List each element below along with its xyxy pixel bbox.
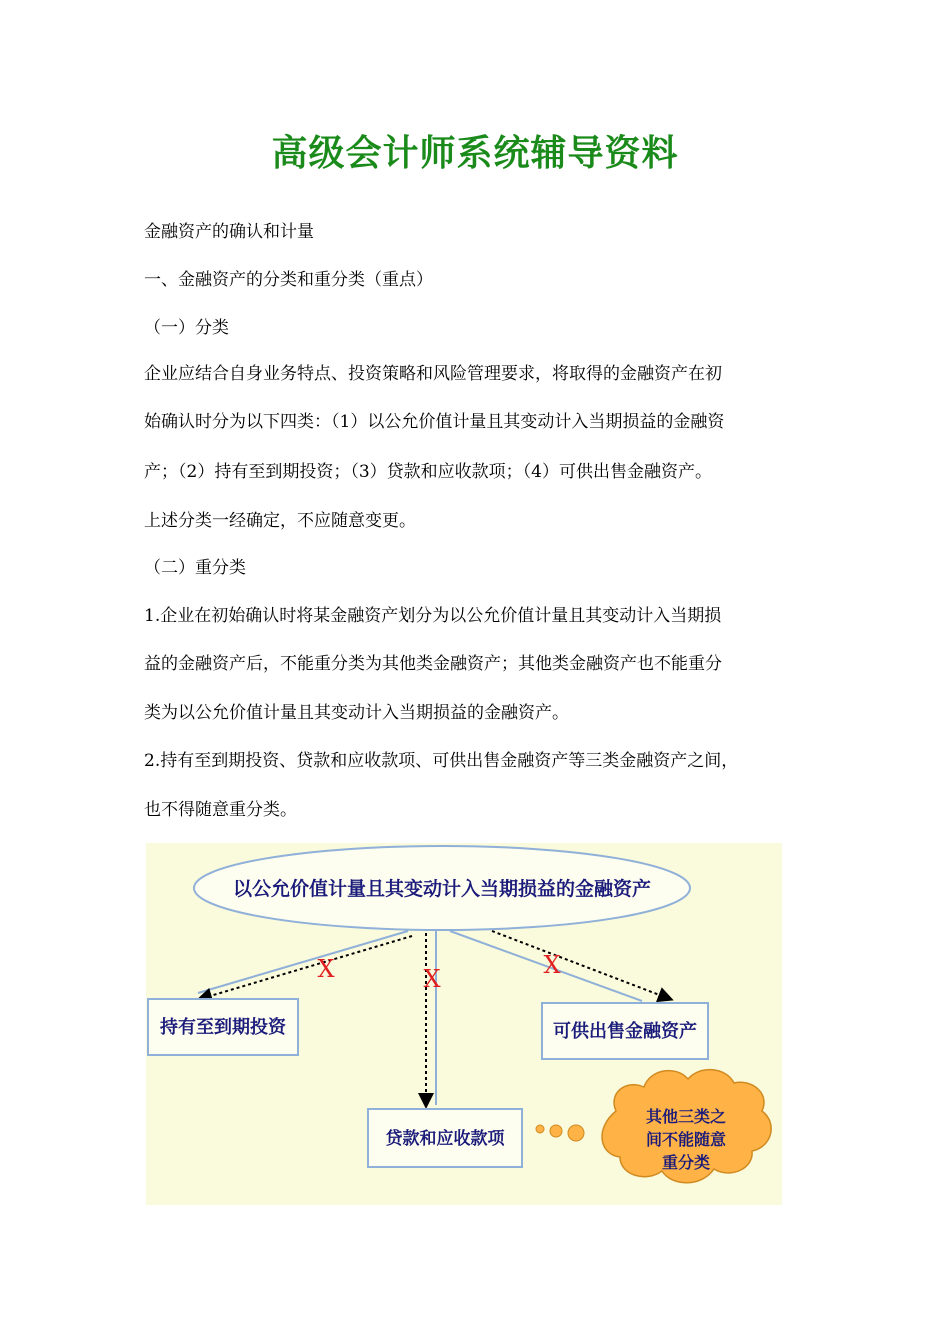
cloud-text-line1: 其他三类之 — [645, 1107, 727, 1126]
reclassification-diagram — [146, 843, 782, 1205]
bubble-dot-medium — [550, 1125, 562, 1137]
cross-mark-right: X — [543, 951, 561, 979]
bubble-dot-small — [536, 1125, 544, 1133]
ellipse-fvtpl-label: 以公允价值计量且其变动计入当期损益的金融资产 — [232, 878, 652, 900]
paragraph-line: 始确认时分为以下四类：（1）以公允价值计量且其变动计入当期损益的金融资 — [144, 412, 725, 432]
paragraph-line: 上述分类一经确定，不应随意变更。 — [144, 511, 416, 531]
paragraph-line: 2.持有至到期投资、贷款和应收款项、可供出售金融资产等三类金融资产之间， — [144, 751, 739, 771]
cross-mark-middle: X — [423, 965, 441, 993]
cross-mark-left: X — [317, 955, 335, 983]
box-available-for-sale-label: 可供出售金融资产 — [553, 1021, 697, 1042]
subsection-heading: 一、金融资产的分类和重分类（重点） — [144, 270, 433, 290]
cloud-text-line3: 重分类 — [661, 1153, 711, 1172]
page-title: 高级会计师系统辅导资料 — [271, 133, 679, 174]
section-heading: 金融资产的确认和计量 — [144, 222, 314, 242]
subsection-classify: （一）分类 — [144, 318, 229, 338]
box-loans-receivables-label: 贷款和应收款项 — [385, 1129, 505, 1149]
paragraph-line: 1.企业在初始确认时将某金融资产划分为以公允价值计量且其变动计入当期损 — [144, 606, 722, 626]
box-held-to-maturity-label: 持有至到期投资 — [160, 1017, 286, 1038]
cloud-text-line2: 间不能随意 — [645, 1130, 727, 1149]
paragraph-line: 产；（2）持有至到期投资；（3）贷款和应收款项；（4）可供出售金融资产。 — [144, 462, 712, 482]
subsection-reclassify: （二）重分类 — [144, 558, 246, 578]
paragraph-line: 企业应结合自身业务特点、投资策略和风险管理要求，将取得的金融资产在初 — [144, 364, 722, 384]
bubble-dot-large — [568, 1125, 584, 1141]
paragraph-line: 也不得随意重分类。 — [144, 800, 297, 820]
paragraph-line: 益的金融资产后，不能重分类为其他类金融资产；其他类金融资产也不能重分 — [144, 654, 722, 674]
paragraph-line: 类为以公允价值计量且其变动计入当期损益的金融资产。 — [144, 703, 569, 723]
